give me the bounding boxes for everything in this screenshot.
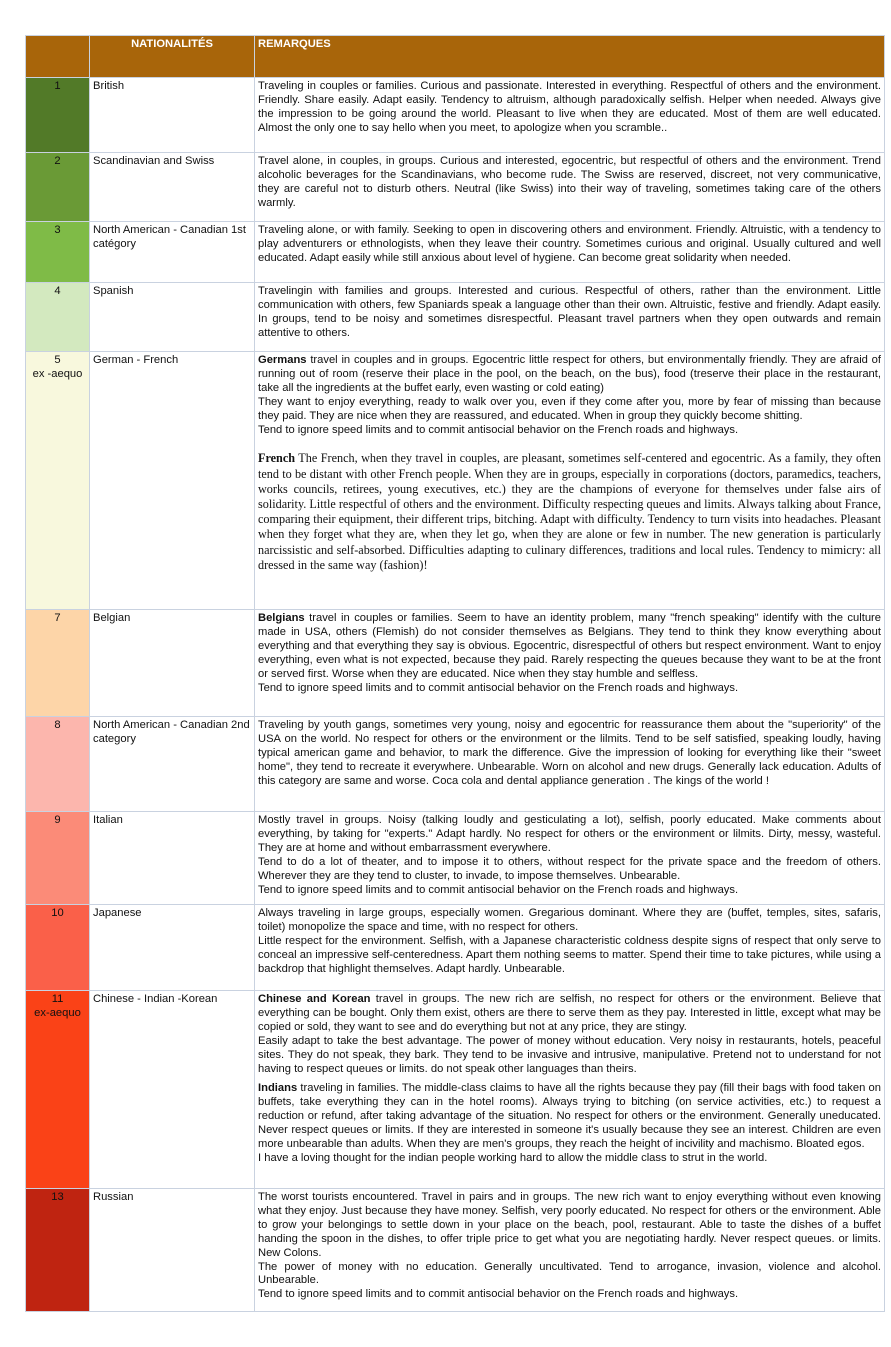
rank-number: 9 — [54, 814, 61, 826]
rank-cell — [26, 812, 90, 905]
remarks-body: travel in groups. The new rich are selfish, no respect for others or the environment. Believe that everything can be bought. Only them exist, others are there to serve them as they pay. Interested in little, except what may be copied or sold, they want to see and do everything but not at any price, they are stingy. — [258, 993, 882, 1033]
remarks-text — [258, 354, 881, 396]
table-row — [26, 78, 885, 153]
rank-number: 7 — [54, 612, 61, 624]
rank-number: 13 — [51, 1191, 64, 1203]
remarks-body: traveling in families. The middle-class claims to have all the rights because they pay (fill their bags with food taken on buffets, take everything they can in the hotel rooms). Always trying to bitching (on service activities, etc.) to request a reduction or refund, after taking advantage of the situation. No respect for others or the environment. Generally uneducated. Never respect queues or limits. If they are interested in someone it's usually because they see an interest. Children are even more unbearable than adults. When they are men's groups, they reach the height of incivility and machismo. Bloated egos. — [258, 1082, 881, 1151]
remarks-text: I have a loving thought for the indian people working hard to allow the middle class to strut in the world. — [258, 1151, 768, 1164]
rank-number: 11 — [51, 993, 64, 1005]
remarks-text: Tend to ignore speed limits and to commit antisocial behavior on the French roads and highways. — [258, 423, 739, 436]
remarks-text: Always traveling in large groups, especially women. Gregarious dominant. Where they are (buffet, temples, sites, safaris, toilet) monopolize the space and time, with no respect for others. — [258, 907, 881, 933]
rank-number: 1 — [54, 80, 61, 92]
rank-number: 10 — [51, 907, 64, 919]
rank-cell — [26, 352, 90, 610]
nationality-cell: Scandinavian and Swiss — [90, 153, 255, 222]
remarks-text: Traveling in couples or families. Curious and passionate. Interested in everything. Respectful of others and the environment. Friendly. Share easily. Adapt easily. Tendency to altruism, although paradoxically selfish. Helper when needed. Always give the impression to be going around the world. Pleasant to live when they are educated. Most of them are well educated. Almost the only one to say hello when you meet, to apologize when you scramble.. — [258, 80, 881, 134]
table-row — [26, 153, 885, 222]
remarks-text: Tend to ignore speed limits and to commit antisocial behavior on the French roads and highways. — [258, 681, 739, 694]
table-row — [26, 905, 885, 991]
nationalities-table — [25, 35, 885, 1312]
rank-number: 8 — [54, 719, 61, 731]
remarks-cell — [255, 717, 885, 812]
remarks-cell — [255, 991, 885, 1189]
remarks-text: Tend to do a lot of theater, and to impose it to others, without respect for the private space and the freedom of others. Wherever they are they tend to cluster, to invade, to impose themselves. Unbearable. — [258, 855, 881, 882]
rank-number: 3 — [54, 224, 61, 236]
remarks-cell — [255, 1189, 885, 1312]
rank-number: 2 — [54, 155, 61, 167]
nationality-cell: Italian — [90, 812, 255, 905]
remarks-text: Travelingin with families and groups. Interested and curious. Respectful of others, rather than the environment. Little communication with others, few Spaniards speak a language other than their own. Altruistic, festive and friendly. Adapt easily. In groups, tend to be noisy and sometimes disrespectful. Pleasant travel partners when they open outwards and remain attentive to others. — [258, 285, 881, 339]
remarks-cell — [255, 78, 885, 153]
remarks-text: Tend to ignore speed limits and to commit antisocial behavior on the French roads and highways. — [258, 1288, 739, 1301]
remarks-cell — [255, 222, 885, 283]
remarks-text: Little respect for the environment. Selfish, with a Japanese characteristic coldness despite signs of respect that only serve to conceal an impressive self-centeredness. Apart them nothing seems to matter. Spend their time to take pictures, while using a backdrop that highlight themselves. Adapt hardly. Unbearable. — [258, 934, 881, 975]
header-remarks: REMARQUES — [255, 36, 885, 78]
table-row — [26, 991, 885, 1189]
rank-cell — [26, 717, 90, 812]
remarks-text: Easily adapt to take the best advantage. The power of money without education. Very noisy in restaurants, hotels, peaceful sites. They do not speak, they bark. They tend to be invasive and intrusive, manipulative. Pretend not to understand for not having to respect queues or limits. do not speak other languages than theirs. — [258, 1034, 881, 1075]
table-row — [26, 352, 885, 610]
rank-number: 5 — [54, 354, 61, 366]
nationality-cell: German - French — [90, 352, 255, 610]
rank-note: ex-aequo — [34, 1006, 81, 1019]
remarks-cell — [255, 905, 885, 991]
remarks-cell — [255, 352, 885, 610]
rank-cell — [26, 283, 90, 352]
remarks-text — [258, 1082, 881, 1152]
table-row — [26, 283, 885, 352]
rank-cell — [26, 991, 90, 1189]
nationality-cell: British — [90, 78, 255, 153]
remarks-text: The worst tourists encountered. Travel in pairs and in groups. The new rich want to enjoy everything without even knowing what they enjoy. Just because they have money. Selfish, very poorly educated. No respect for others or the environment. Able to grow your belongings to settle down in your place on the beach, pool, restaurant. Able to taste the dishes of a buffet handing the spoon in the dishes, to offer triple price to get what you are negotiating hardly. Never respect queues. or limits. New Colons. — [258, 1191, 881, 1259]
table-row — [26, 610, 885, 717]
rank-cell — [26, 78, 90, 153]
rank-cell — [26, 1189, 90, 1312]
nationality-cell: Spanish — [90, 283, 255, 352]
remarks-cell — [255, 812, 885, 905]
remarks-text — [258, 451, 881, 573]
nationality-cell: Belgian — [90, 610, 255, 717]
remarks-text — [258, 993, 881, 1035]
remarks-lead: Indians — [258, 1082, 298, 1095]
remarks-text: Traveling by youth gangs, sometimes very young, noisy and egocentric for reassurance them about the "superiority" of the USA on the world. No respect for others or the environment or the lilmits. Tend to be self satisfied, speaking loudly, having typical american game and behavior, to mark the difference. Give the impression of looking for everything like their "sweet home", they tend to recreate it everywhere. Unbearable. Worn on alcohol and new drugs. Generally lack education. Adults of this category are same and worse. Coca cola and dental appliance generation . The kings of the world ! — [258, 719, 881, 787]
remarks-body: The French, when they travel in couples, are pleasant, sometimes self-centered and egocentric. As a family, they often tend to be distant with other French people. When they are in groups, especially in corporations (doctors, paramedics, teachers, works councils, retirees, young executives, etc.) they are the champions of everyone for themselves under false airs of solidarity. Little respectful of others and the environment. Difficulty respecting queues and limits. Always talking about France, comparing their equipment, their different trips, bitching. Adapt with difficulty. Tendency to turn visits into headaches. Pleasant when they forget what they are, when they let go, when they are alone or few in number. The new generation is particularly narcissistic and self-absorbed. Difficulties adapting to culinary differences, traditions and local rules. Tendency to mimicry: all dressed in the same way (fashion)! — [258, 451, 881, 572]
table-row — [26, 1189, 885, 1312]
table-row — [26, 812, 885, 905]
remarks-text — [258, 612, 881, 682]
rank-number: 4 — [54, 285, 61, 297]
rank-note: ex -aequo — [32, 367, 83, 380]
rank-cell — [26, 610, 90, 717]
remarks-text: Travel alone, in couples, in groups. Curious and interested, egocentric, but respectful of others and the environment. Trend alcoholic beverages for the Scandinavians, who become rude. The Swiss are reserved, discreet, not very communicative, they are careful not to disturb others. Neutral (like Swiss) into their way of traveling, sometimes taking care of the others warmly. — [258, 155, 881, 209]
remarks-text: Traveling alone, or with family. Seeking to open in discovering others and environment. Friendly. Altruistic, with a tendency to play adventurers or ethnologists, when they leave their country. Sometimes curious and original. Usually cultured and well educated. Adapt easily while still anxious about level of hygiene. Can become great solidarity when needed. — [258, 224, 881, 264]
header-nationalities: NATIONALITÉS — [90, 36, 255, 78]
remarks-cell — [255, 283, 885, 352]
remarks-lead: Chinese and Korean — [258, 993, 371, 1005]
table-row — [26, 717, 885, 812]
remarks-text: They want to enjoy everything, ready to walk over you, even if they come after you, more by fear of missing than because they paid. They are nice when they are reassured, and educated. When in group they quickly become shitting. — [258, 395, 881, 422]
nationality-cell: Russian — [90, 1189, 255, 1312]
remarks-body: travel in couples or families. Seem to have an identity problem, many "french speaking" identify with the culture made in USA, others (Flemish) do not consider themselves as Belgians. They tend to think they know everything about everything and that everything they say is obvious. Egocentric, disrespectful of others but respect environment. Want to enjoy everything, even what is not expected, because they paid. Rarely respecting the queues because they want to be at the front or served first. Worse when they are educated. Nice when they stay humble and selfless. — [258, 612, 882, 680]
nationality-cell: Japanese — [90, 905, 255, 991]
remarks-text: Tend to ignore speed limits and to commit antisocial behavior on the French roads and highways. — [258, 883, 739, 896]
remarks-lead: French — [258, 451, 296, 466]
remarks-text: Mostly travel in groups. Noisy (talking loudly and gesticulating a lot), selfish, poorly educated. Make comments about everything, by taking for "experts." Adapt hardly. No respect for others or the environment or lilmits. Dirty, messy, wasteful. They are at home and without embarrassment everywhere. — [258, 814, 881, 854]
header-row — [26, 36, 885, 78]
remarks-body: travel in couples and in groups. Egocentric little respect for others, but environmentally friendly. They are afraid of running out of room (reserve their place in the pool, on the beach, on the bus), food (treserve their place in the restaurant, take all the ingredients at the buffet early, even wasting or cold eating) — [258, 354, 882, 394]
rank-cell — [26, 222, 90, 283]
rank-cell — [26, 153, 90, 222]
nationality-cell: Chinese - Indian -Korean — [90, 991, 255, 1189]
header-rank — [26, 36, 90, 78]
remarks-cell — [255, 153, 885, 222]
rank-cell — [26, 905, 90, 991]
remarks-cell — [255, 610, 885, 717]
remarks-lead: Germans — [258, 354, 307, 366]
nationality-cell: North American - Canadian 1st catégory — [90, 222, 255, 283]
nationality-cell: North American - Canadian 2nd category — [90, 717, 255, 812]
remarks-lead: Belgians — [258, 612, 305, 624]
table-row — [26, 222, 885, 283]
remarks-text: The power of money with no education. Generally uncultivated. Tend to arrogance, invasion, violence and alcohol. Unbearable. — [258, 1260, 881, 1287]
